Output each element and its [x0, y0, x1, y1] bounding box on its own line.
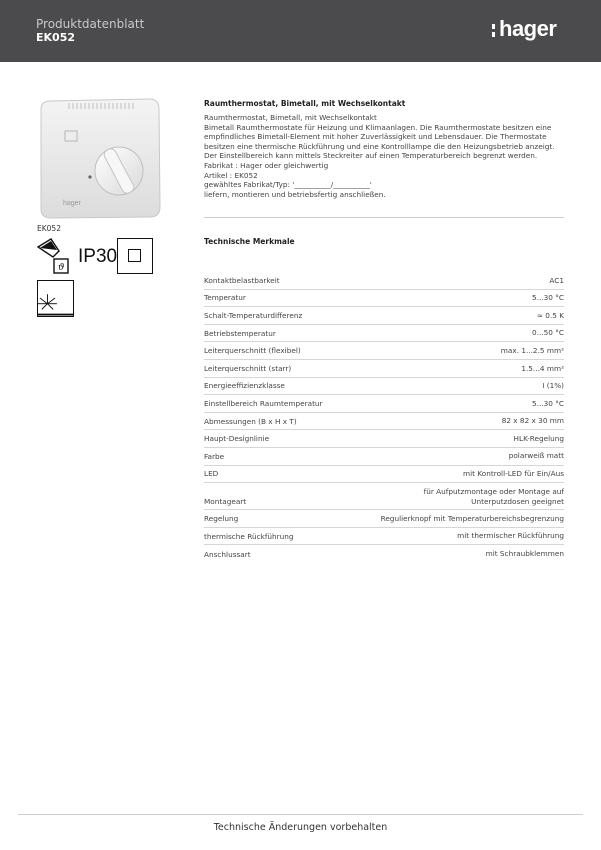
description-text	[204, 113, 569, 199]
logo-text: hager	[499, 16, 557, 41]
spec-value: AC1	[549, 275, 564, 285]
description-title: Raumthermostat, Bimetall, mit Wechselkontakt	[204, 99, 406, 108]
product-image	[37, 97, 163, 221]
spec-value: ≈ 0.5 K	[536, 310, 564, 320]
spec-value	[424, 487, 564, 506]
description-line: gewähltes Fabrikat/Typ: '__________/__________'	[204, 180, 372, 190]
product-brand-mark: hager	[63, 200, 81, 207]
table-row	[204, 342, 564, 360]
table-row	[204, 325, 564, 343]
spec-value: Regulierknopf mit Temperaturbereichsbegrenzung	[380, 513, 564, 523]
spec-value: I (1%)	[542, 381, 564, 391]
ip-rating: IP30	[78, 246, 118, 267]
spec-label: Anschlussart	[204, 549, 251, 559]
spec-value-line: Unterputzdosen geeignet	[471, 496, 564, 506]
table-row	[204, 483, 564, 510]
footer-note: Technische Änderungen vorbehalten	[213, 822, 388, 833]
table-row	[204, 307, 564, 325]
spec-label: Kontaktbelastbarkeit	[204, 275, 280, 285]
spec-label: LED	[204, 469, 219, 479]
spec-label: Schalt-Temperaturdifferenz	[204, 310, 303, 320]
spec-value: 1.5...4 mm²	[521, 363, 564, 373]
protection-class-icon	[117, 238, 153, 274]
table-row	[204, 448, 564, 466]
table-row	[204, 395, 564, 413]
description-line: Fabrikat : Hager oder gleichwertig	[204, 160, 329, 170]
specs-table	[204, 272, 564, 563]
spec-value: 82 x 82 x 30 mm	[501, 416, 564, 426]
table-row	[204, 466, 564, 484]
spec-value: 5...30 °C	[532, 293, 564, 303]
spec-label: thermische Rückführung	[204, 531, 294, 541]
svg-text:ϑ: ϑ	[58, 263, 65, 273]
spec-label: Betriebstemperatur	[204, 328, 276, 338]
spec-label: Temperatur	[204, 293, 246, 303]
description-line: liefern, montieren und betriebsfertig anschließen.	[204, 189, 386, 199]
document-type: Produktdatenblatt	[36, 17, 145, 31]
table-row	[204, 528, 564, 546]
spec-value: 0...50 °C	[532, 328, 564, 338]
hager-logo	[492, 18, 568, 44]
spec-label: Haupt-Designlinie	[204, 434, 270, 444]
page-header	[0, 0, 601, 62]
spec-value: mit Kontroll-LED für Ein/Aus	[463, 469, 564, 479]
table-row	[204, 430, 564, 448]
table-row	[204, 413, 564, 431]
description-line: Artikel : EK052	[204, 170, 258, 180]
spec-label: Energieeffizienzklasse	[204, 381, 285, 391]
table-row	[204, 290, 564, 308]
spec-label: Regelung	[204, 513, 239, 523]
table-row	[204, 510, 564, 528]
spec-label: Abmessungen (B x H x T)	[204, 416, 297, 426]
product-caption: EK052	[37, 224, 61, 233]
spec-label: Montageart	[204, 497, 247, 507]
footer-divider	[18, 814, 583, 815]
spec-value: mit Schraubklemmen	[485, 549, 564, 559]
spec-value: mit thermischer Rückführung	[457, 531, 564, 541]
spec-value: max. 1...2.5 mm²	[500, 345, 564, 355]
spec-value: 5...30 °C	[532, 398, 564, 408]
table-row	[204, 272, 564, 290]
spec-label: Farbe	[204, 451, 225, 461]
spec-label: Einstellbereich Raumtemperatur	[204, 398, 323, 408]
specs-title: Technische Merkmale	[204, 237, 295, 246]
article-number: EK052	[36, 31, 75, 44]
spec-label: Leiterquerschnitt (starr)	[204, 363, 292, 373]
table-row	[204, 545, 564, 563]
description-line: Der Einstellbereich kann mittels Steckreiter auf einen Temperaturbereich begrenzt werden.	[204, 151, 538, 161]
description-line: besitzen eine thermische Rückführung und eine Kontrolllampe die den Heizungsbetrieb anzeigt.	[204, 141, 555, 151]
spec-label: Leiterquerschnitt (flexibel)	[204, 346, 301, 356]
room-thermostat-symbol-icon	[37, 238, 73, 274]
led-lamp-symbol-icon	[37, 280, 74, 317]
description-line: Raumthermostat, Bimetall, mit Wechselkontakt	[204, 113, 377, 122]
description-line: Bimetall Raumthermostate für Heizung und Klimaanlagen. Die Raumthermostate besitzen eine	[204, 122, 552, 132]
table-row	[204, 378, 564, 396]
spec-value: polarweiß matt	[508, 451, 564, 461]
section-divider	[204, 217, 564, 218]
spec-value: HLK-Regelung	[513, 433, 564, 443]
spec-value-line: für Aufputzmontage oder Montage auf	[423, 487, 564, 497]
table-row	[204, 360, 564, 378]
description-line: empfindliches Bimetall-Element mit hoher Zuverlässigkeit und Lebensdauer. Die Thermostate	[204, 132, 547, 142]
